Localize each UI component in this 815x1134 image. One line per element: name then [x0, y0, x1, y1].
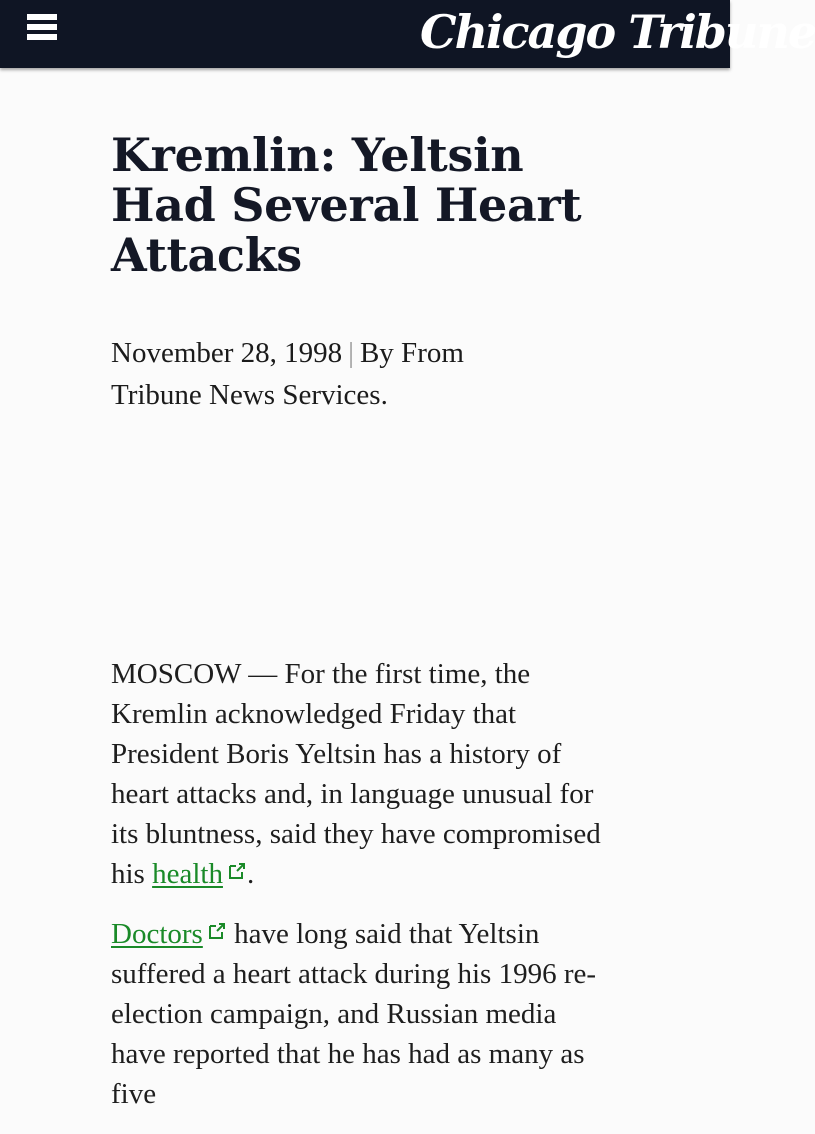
- masthead-logo[interactable]: Chicago Tribune: [420, 5, 815, 59]
- byline-separator: |: [348, 337, 354, 369]
- paragraph-text: have long said that Yeltsin suffered a heart attack during his 1996 re-election campaign, and Russian media have reported that he has had as many as five: [111, 918, 597, 1110]
- ad-placeholder: [111, 416, 611, 654]
- menu-line: [27, 34, 57, 40]
- article-date: November 28, 1998: [111, 337, 343, 369]
- article-byline: [111, 332, 551, 416]
- health-link[interactable]: health: [152, 858, 223, 890]
- external-link-icon[interactable]: [227, 861, 247, 881]
- doctors-link[interactable]: Doctors: [111, 918, 203, 950]
- paragraph-text: .: [246, 858, 255, 890]
- article-paragraph: [111, 654, 611, 894]
- article-body: [111, 654, 611, 1114]
- article-headline: Kremlin: Yeltsin Had Several Heart Attacks: [111, 128, 582, 282]
- article-paragraph: [111, 914, 611, 1114]
- top-bar: [0, 0, 815, 68]
- article-author: By From Tribune News Services.: [111, 337, 464, 411]
- article: [111, 130, 611, 1134]
- menu-line: [27, 14, 57, 20]
- menu-line: [27, 24, 57, 30]
- external-link-icon[interactable]: [207, 921, 227, 941]
- paragraph-text: MOSCOW — For the first time, the Kremlin acknowledged Friday that President Boris Yeltsin has a history of heart attacks and, in language unusual for its bluntness, said they have compromised his: [111, 658, 601, 890]
- hamburger-menu-icon[interactable]: [22, 9, 62, 49]
